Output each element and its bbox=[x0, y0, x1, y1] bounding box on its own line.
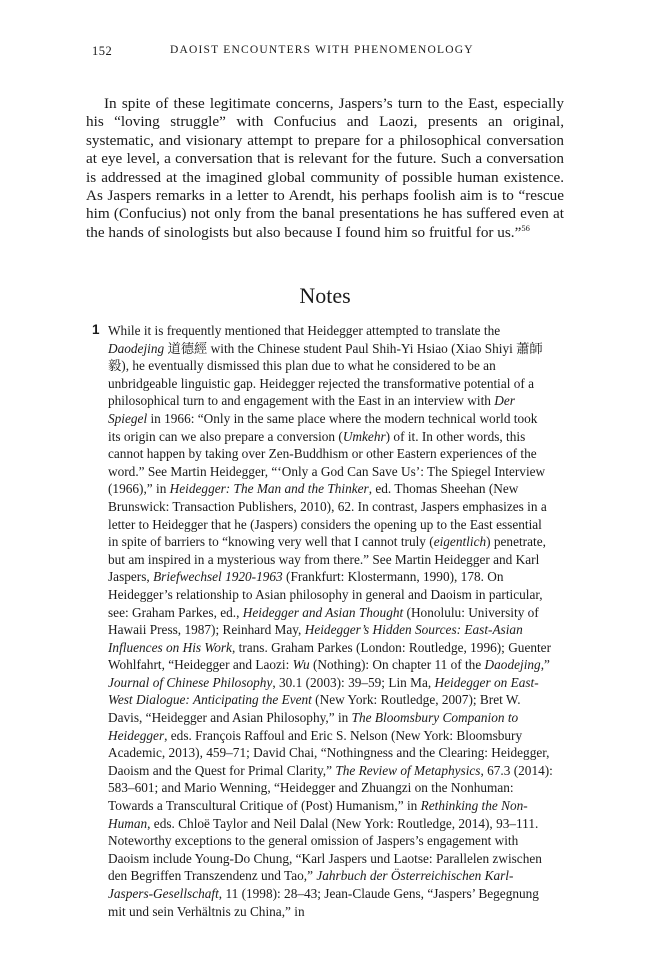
note-text-run: , 30.1 (2003): 39–59; Lin Ma, bbox=[272, 674, 435, 690]
note-italic-run: Journal of Chinese Philosophy bbox=[108, 674, 273, 690]
body-paragraph-text: In spite of these legitimate concerns, Jaspers’s turn to the East, especially his “loving struggle” with Confucius and Laozi, presents an original, systematic, and visionary attempt to prepare for a philosophical conversation at eye level, a conversation that is relevant for the future. Such a conversation is addressed at the imagined global community of possible human existence. As Jaspers remarks in a letter to Arendt, his perhaps foolish aim is to “rescue him (Confucius) not only from the banal presentations he has suffered even at the hands of sinologists but also because I found him so fruitful for us.” bbox=[86, 95, 564, 241]
note-italic-run: The Bloomsbury Companion to Heidegger bbox=[108, 710, 519, 743]
note-text-run: 道德經 with the Chinese student Paul Shih-Yi Hsiao (Xiao Shiyi 蕭師毅), he eventually dismissed this plan due to what he considered to be an unbridgeable linguistic gap. Heidegger rejected the transformative potential of a philosophical turn to and engagement with the East in an interview with bbox=[108, 340, 543, 409]
note-text-run: , eds. François Raffoul and Eric S. Nelson (New York: Bloomsbury Academic, 2013), 459–71; David Chai, “Nothingness and the Clearing: Heidegger, Daoism and the Quest for Primal Clarity,” bbox=[108, 727, 550, 778]
note-italic-run: eigentlich bbox=[433, 534, 487, 550]
note-text-run: , 67.3 (2014): 583–601; and Mario Wenning, “Heidegger and Zhuangzi on the Nonhuman: Towards a Transcultural Critique of (Post) Humanism,” in bbox=[108, 762, 553, 814]
note-text-run: , ed. Thomas Sheehan (New Brunswick: Transaction Publishers, 2010), 62. In contrast, Jaspers emphasizes in a letter to Heidegger that he (Jaspers) considers the opening up to the East essential in spite of barriers to “knowing very well that I cannot truly ( bbox=[108, 481, 547, 550]
note-text-run: While it is frequently mentioned that Heidegger attempted to translate the bbox=[108, 323, 501, 338]
running-title: DAOIST ENCOUNTERS WITH PHENOMENOLOGY bbox=[170, 44, 474, 56]
note-italic-run: Heidegger on East-West Dialogue: Anticipating the Event bbox=[108, 674, 539, 708]
note-text-run: (New York: Routledge, 2007); Bret W. Davis, “Heidegger and Asian Philosophy,” in bbox=[108, 692, 521, 726]
note-italic-run: Daodejing bbox=[108, 340, 165, 356]
note-italic-run: Wu bbox=[292, 657, 310, 673]
note-italic-run: Rethinking the Non-Human bbox=[108, 798, 528, 831]
note-text-run: ) of it. In other words, this cannot happen by taking over Zen-Buddhism or other Eastern experiences of the word.” See Martin Heidegger, “‘Only a God Can Save Us’: The Spiegel Interview (1966),” in bbox=[108, 428, 546, 497]
note-text-run: (Frankfurt: Klostermann, 1990), 178. On Heidegger’s relationship to Asian philosophy in general and Daoism in particular, see: Graham Parkes, ed., bbox=[108, 569, 543, 620]
notes-heading: Notes bbox=[299, 283, 351, 308]
note-italic-run: Daodejing bbox=[484, 657, 541, 673]
note-italic-run: Heidegger’s Hidden Sources: East-Asian Influences on His Work bbox=[108, 622, 523, 655]
page-number: 152 bbox=[92, 44, 113, 58]
note-text-run: (Honolulu: University of Hawaii Press, 1987); Reinhard May, bbox=[108, 604, 539, 638]
note-text-run: , trans. Graham Parkes (London: Routledge, 1996); Guenter Wohlfahrt, “Heidegger and Laozi: bbox=[108, 639, 552, 673]
note-text bbox=[108, 322, 553, 920]
note-text-run: in 1966: “Only in the same place where the modern technical world took its origin can we also prepare a conversion ( bbox=[108, 410, 538, 444]
body-paragraph bbox=[86, 95, 564, 242]
note-italic-run: Heidegger and Asian Thought bbox=[242, 604, 404, 620]
note-italic-run: Jahrbuch der Österreichischen Karl-Jaspers-Gesellschaft bbox=[108, 868, 514, 901]
note-italic-run: Der Spiegel bbox=[108, 393, 515, 426]
note-text-run: , eds. Chloë Taylor and Neil Dalal (New York: Routledge, 2014), 93–111. Noteworthy exceptions to the general omission of Jaspers’s engagement with Daoism include Young-Do Chung, “Karl Jaspers und Laotse: Parallelen zwischen den Begriffen Transzendenz und Tao,” bbox=[108, 815, 542, 884]
note-italic-run: Briefwechsel 1920-1963 bbox=[153, 569, 283, 585]
note-text-run: (Nothing): On chapter 11 of the bbox=[309, 657, 485, 673]
footnote-reference[interactable]: 56 bbox=[521, 222, 530, 233]
note-italic-run: Umkehr bbox=[342, 428, 386, 444]
note-text-run: , 11 (1998): 28–43; Jean-Claude Gens, “Jaspers’ Begegnung mit und sein Verhältnis zu China,” in bbox=[108, 886, 539, 919]
note-italic-run: The Review of Metaphysics bbox=[335, 762, 481, 778]
note-text-run: ) penetrate, but am inspired in a mysterious way from there.” See Martin Heidegger and Karl Jaspers, bbox=[108, 534, 546, 585]
note-text-run: ,” bbox=[540, 657, 550, 673]
note-italic-run: Heidegger: The Man and the Thinker bbox=[169, 481, 369, 497]
note-number: 1 bbox=[92, 322, 100, 337]
